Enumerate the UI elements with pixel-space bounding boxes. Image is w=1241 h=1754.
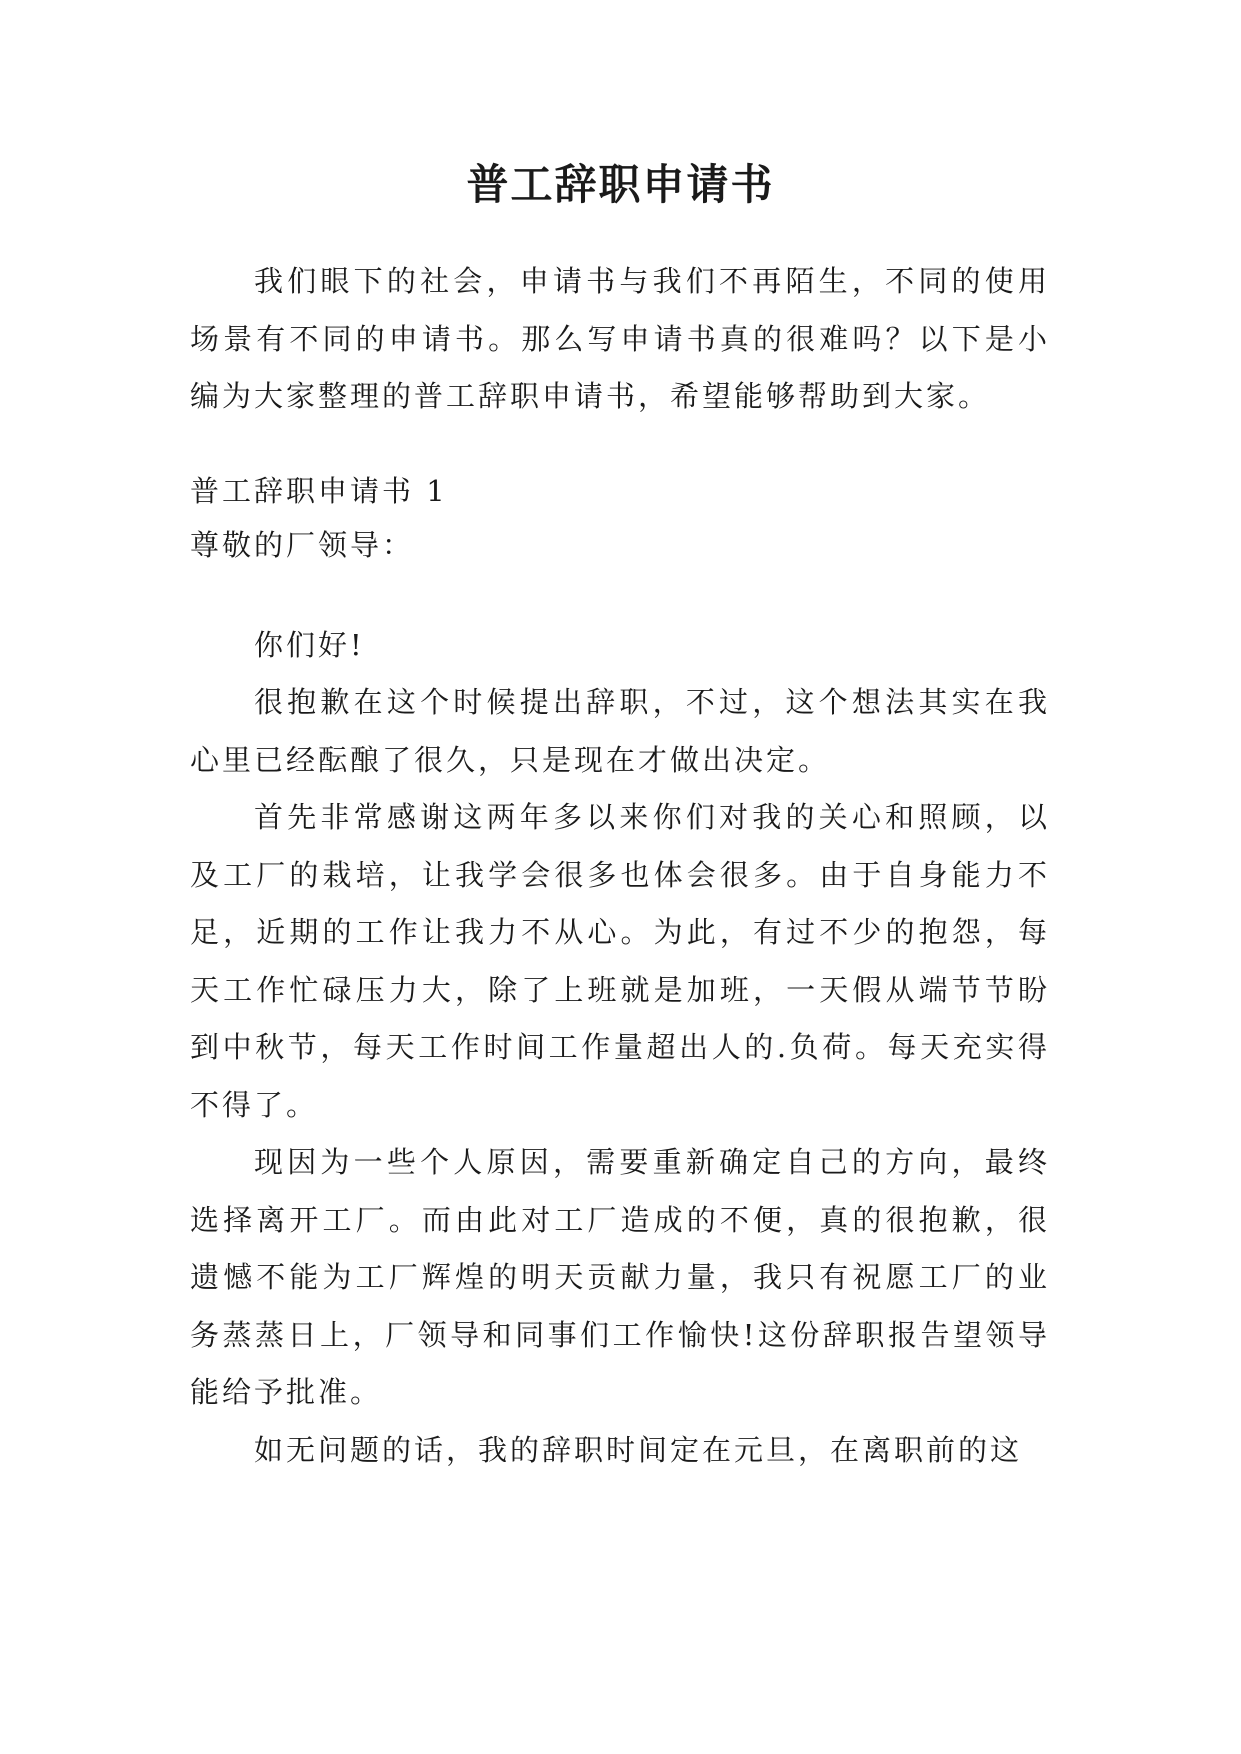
body-paragraph: 如无问题的话，我的辞职时间定在元旦，在离职前的这	[254, 1432, 1023, 1467]
body-paragraph: 很抱歉在这个时候提出辞职，不过，这个想法其实在我心里已经酝酿了很久，只是现在才做出决定。	[190, 685, 1050, 777]
greeting: 你们好!	[254, 628, 365, 662]
body-paragraph: 现因为一些个人原因，需要重新确定自己的方向，最终选择离开工厂。而由此对工厂造成的不便，真的很抱歉，很遗憾不能为工厂辉煌的明天贡献力量，我只有祝愿工厂的业务蒸蒸日上，厂领导和同事们工作愉快!这份辞职报告望领导能给予批准。	[190, 1145, 1050, 1409]
intro-paragraph: 我们眼下的社会，申请书与我们不再陌生，不同的使用场景有不同的申请书。那么写申请书真的很难吗？以下是小编为大家整理的普工辞职申请书，希望能够帮助到大家。	[190, 264, 1050, 413]
salutation: 尊敬的厂领导：	[190, 528, 415, 562]
body-paragraph: 首先非常感谢这两年多以来你们对我的关心和照顾，以及工厂的栽培，让我学会很多也体会很多。由于自身能力不足，近期的工作让我力不从心。为此，有过不少的抱怨，每天工作忙碌压力大，除了上班就是加班，一天假从端节节盼到中秋节，每天工作时间工作量超出人的.负荷。每天充实得不得了。	[190, 800, 1050, 1122]
document-title: 普工辞职申请书	[466, 160, 775, 209]
section-heading: 普工辞职申请书 1	[190, 474, 448, 508]
letter-body	[190, 674, 1050, 1479]
